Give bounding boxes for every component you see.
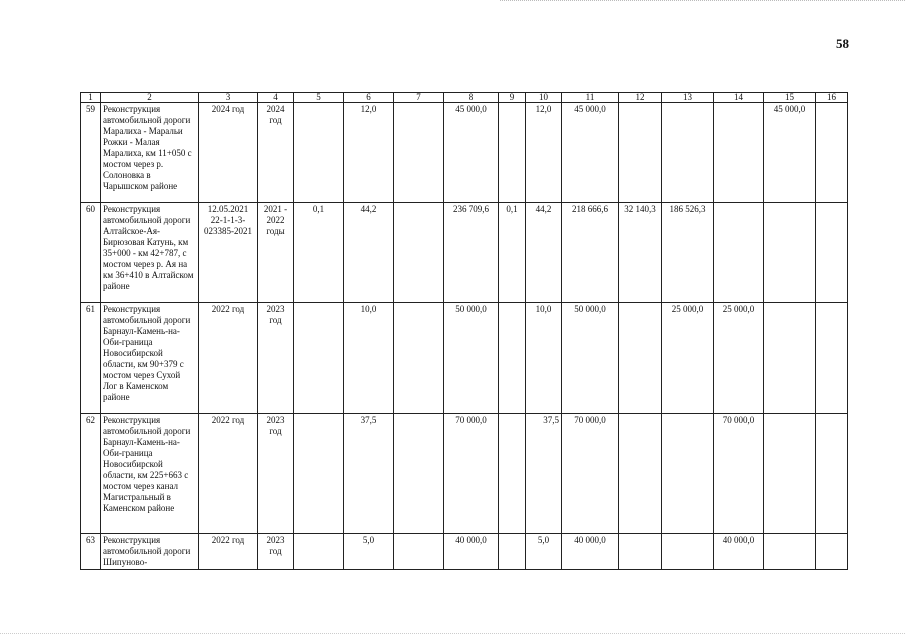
column-number-row (81, 93, 848, 103)
table-cell: 236 709,6 (444, 203, 499, 303)
table-cell: 40 000,0 (444, 534, 499, 570)
table-cell: 12.05.2021 22-1-1-3-023385-2021 (199, 203, 258, 303)
table-cell: 2022 год (199, 534, 258, 570)
table-cell: 37,5 (526, 414, 562, 534)
object-name: Реконструкция автомобильной дороги Шипуново- (101, 534, 199, 570)
row-number: 60 (81, 203, 101, 303)
table-cell: 2024 год (199, 103, 258, 203)
table-cell: 10,0 (526, 303, 562, 414)
col-header: 9 (499, 93, 526, 103)
table-cell (662, 103, 714, 203)
table-cell (714, 203, 764, 303)
col-header: 5 (294, 93, 344, 103)
table-cell: 70 000,0 (444, 414, 499, 534)
table-cell (662, 414, 714, 534)
table-cell (816, 103, 848, 203)
table-cell (619, 303, 662, 414)
table-cell (499, 103, 526, 203)
table-cell: 70 000,0 (714, 414, 764, 534)
table-cell (294, 303, 344, 414)
table-cell: 45 000,0 (764, 103, 816, 203)
table-row (81, 103, 848, 203)
col-header: 6 (344, 93, 394, 103)
table-cell (394, 203, 444, 303)
table-cell: 2021 - 2022 годы (258, 203, 294, 303)
col-header: 3 (199, 93, 258, 103)
table-cell (816, 303, 848, 414)
roads-table (80, 92, 848, 570)
col-header: 14 (714, 93, 764, 103)
col-header: 15 (764, 93, 816, 103)
table-cell (499, 414, 526, 534)
object-name: Реконструкция автомобильной дороги Барнаул-Камень-на-Оби-граница Новосибирской области, км 225+663 с мостом через канал Магистральный в Каменском районе (101, 414, 199, 534)
col-header: 12 (619, 93, 662, 103)
table-cell: 2023 год (258, 534, 294, 570)
table-cell (394, 103, 444, 203)
table-cell: 0,1 (294, 203, 344, 303)
table-cell (662, 534, 714, 570)
row-number: 59 (81, 103, 101, 203)
table-cell (619, 414, 662, 534)
table-cell: 2024 год (258, 103, 294, 203)
row-number: 63 (81, 534, 101, 570)
table-row (81, 534, 848, 570)
table-cell (499, 303, 526, 414)
table-cell (394, 303, 444, 414)
table-cell: 25 000,0 (714, 303, 764, 414)
table-cell (394, 534, 444, 570)
table-cell: 2023 год (258, 414, 294, 534)
table-cell: 40 000,0 (714, 534, 764, 570)
table-cell: 218 666,6 (562, 203, 619, 303)
table-cell (619, 103, 662, 203)
table-cell: 10,0 (344, 303, 394, 414)
table-row (81, 414, 848, 534)
col-header: 1 (81, 93, 101, 103)
table-cell: 2023 год (258, 303, 294, 414)
table-cell: 44,2 (526, 203, 562, 303)
page-number: 58 (836, 36, 849, 51)
table-cell: 45 000,0 (562, 103, 619, 203)
table-cell: 45 000,0 (444, 103, 499, 203)
table-cell: 50 000,0 (562, 303, 619, 414)
table-cell (714, 103, 764, 203)
table-cell (764, 203, 816, 303)
table-cell (499, 534, 526, 570)
object-name: Реконструкция автомобильной дороги Алтайское-Ая-Бирюзовая Катунь, км 35+000 - км 42+787, с мостом через р. Ая на км 36+410 в Алтайском районе (101, 203, 199, 303)
table-cell (294, 534, 344, 570)
col-header: 8 (444, 93, 499, 103)
table-cell (764, 534, 816, 570)
table-cell: 50 000,0 (444, 303, 499, 414)
table-cell: 40 000,0 (562, 534, 619, 570)
table-cell (394, 414, 444, 534)
object-name: Реконструкция автомобильной дороги Маралиха - Маральи Рожки - Малая Маралиха, км 11+050 с мостом через р. Солоновка в Чарышском районе (101, 103, 199, 203)
table-cell (294, 103, 344, 203)
row-number: 62 (81, 414, 101, 534)
table-cell: 25 000,0 (662, 303, 714, 414)
col-header: 13 (662, 93, 714, 103)
col-header: 16 (816, 93, 848, 103)
table-cell: 12,0 (526, 103, 562, 203)
table-cell: 2022 год (199, 414, 258, 534)
table-cell (816, 534, 848, 570)
table-cell (764, 303, 816, 414)
table-cell (764, 414, 816, 534)
row-number: 61 (81, 303, 101, 414)
table-cell: 12,0 (344, 103, 394, 203)
table-cell: 37,5 (344, 414, 394, 534)
table-cell: 0,1 (499, 203, 526, 303)
table-cell (816, 203, 848, 303)
table-cell: 70 000,0 (562, 414, 619, 534)
table-row (81, 203, 848, 303)
table-cell: 5,0 (526, 534, 562, 570)
scan-bottom-edge (0, 633, 905, 634)
col-header: 4 (258, 93, 294, 103)
table-cell (619, 534, 662, 570)
table-cell: 2022 год (199, 303, 258, 414)
col-header: 11 (562, 93, 619, 103)
col-header: 7 (394, 93, 444, 103)
col-header: 2 (101, 93, 199, 103)
table-cell: 186 526,3 (662, 203, 714, 303)
table-row (81, 303, 848, 414)
object-name: Реконструкция автомобильной дороги Барнаул-Камень-на-Оби-граница Новосибирской области, км 90+379 с мостом через Сухой Лог в Каменском районе (101, 303, 199, 414)
table-cell (294, 414, 344, 534)
col-header: 10 (526, 93, 562, 103)
scan-top-edge (500, 0, 905, 1)
table-cell (816, 414, 848, 534)
table-cell: 32 140,3 (619, 203, 662, 303)
table-cell: 44,2 (344, 203, 394, 303)
table-cell: 5,0 (344, 534, 394, 570)
